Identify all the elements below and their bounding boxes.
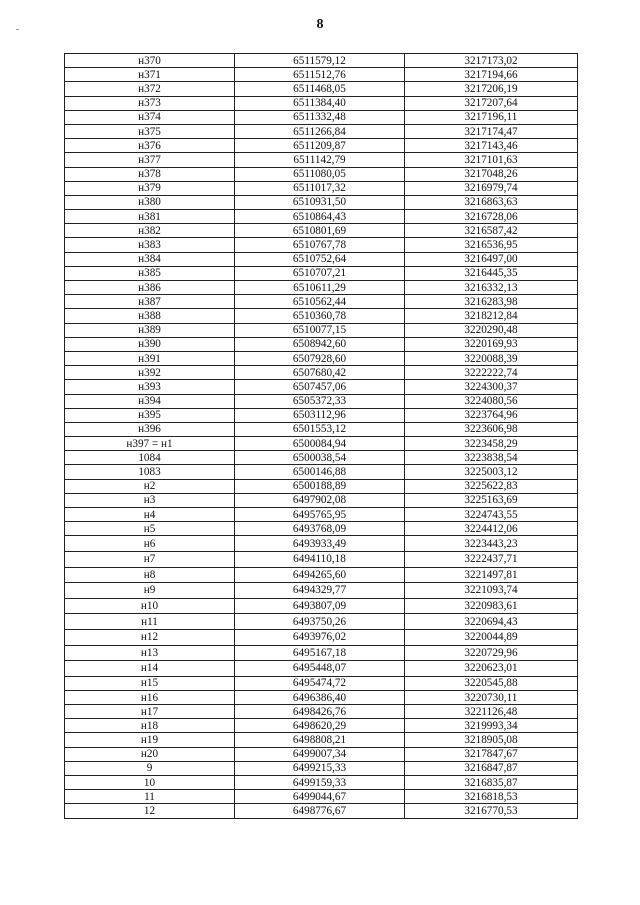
x-coordinate-cell: 6494265,60 (235, 567, 405, 583)
y-coordinate-cell: 3220044,89 (405, 629, 578, 645)
x-coordinate-cell: 6499007,34 (235, 747, 405, 761)
table-row (65, 309, 578, 323)
table-row (65, 252, 578, 266)
point-id-cell: н392 (65, 366, 235, 380)
point-id-cell: н17 (65, 705, 235, 719)
table-row (65, 295, 578, 309)
y-coordinate-cell: 3220730,11 (405, 690, 578, 704)
point-id-cell: н5 (65, 522, 235, 536)
point-id-cell: н373 (65, 96, 235, 110)
table-row (65, 281, 578, 295)
x-coordinate-cell: 6510801,69 (235, 224, 405, 238)
table-row (65, 733, 578, 747)
table-row (65, 181, 578, 195)
y-coordinate-cell: 3221497,81 (405, 567, 578, 583)
point-id-cell: н393 (65, 380, 235, 394)
y-coordinate-cell: 3218905,08 (405, 733, 578, 747)
point-id-cell: н379 (65, 181, 235, 195)
y-coordinate-cell: 3216835,87 (405, 776, 578, 790)
x-coordinate-cell: 6494329,77 (235, 583, 405, 599)
table-row (65, 690, 578, 704)
x-coordinate-cell: 6508942,60 (235, 337, 405, 351)
x-coordinate-cell: 6510562,44 (235, 295, 405, 309)
y-coordinate-cell: 3216332,13 (405, 281, 578, 295)
point-id-cell: н389 (65, 323, 235, 337)
x-coordinate-cell: 6495167,18 (235, 645, 405, 661)
x-coordinate-cell: 6500038,54 (235, 451, 405, 465)
y-coordinate-cell: 3220729,96 (405, 645, 578, 661)
point-id-cell: н383 (65, 238, 235, 252)
point-id-cell: н16 (65, 690, 235, 704)
table-row (65, 380, 578, 394)
y-coordinate-cell: 3225622,83 (405, 479, 578, 493)
table-row (65, 167, 578, 181)
table-row (65, 629, 578, 645)
table-row (65, 761, 578, 775)
x-coordinate-cell: 6498620,29 (235, 719, 405, 733)
point-id-cell: 11 (65, 790, 235, 804)
x-coordinate-cell: 6511266,84 (235, 124, 405, 138)
y-coordinate-cell: 3217207,64 (405, 96, 578, 110)
y-coordinate-cell: 3216818,53 (405, 790, 578, 804)
table-row (65, 451, 578, 465)
y-coordinate-cell: 3223458,29 (405, 437, 578, 451)
y-coordinate-cell: 3217206,19 (405, 82, 578, 96)
table-row (65, 408, 578, 422)
y-coordinate-cell: 3223838,54 (405, 451, 578, 465)
x-coordinate-cell: 6493768,09 (235, 522, 405, 536)
point-id-cell: н382 (65, 224, 235, 238)
table-row (65, 224, 578, 238)
point-id-cell: н19 (65, 733, 235, 747)
y-coordinate-cell: 3222222,74 (405, 366, 578, 380)
x-coordinate-cell: 6511142,79 (235, 153, 405, 167)
y-coordinate-cell: 3220290,48 (405, 323, 578, 337)
x-coordinate-cell: 6510707,21 (235, 266, 405, 280)
x-coordinate-cell: 6507928,60 (235, 351, 405, 365)
table-row (65, 465, 578, 479)
point-id-cell: н394 (65, 394, 235, 408)
y-coordinate-cell: 3225163,69 (405, 493, 578, 507)
table-row (65, 536, 578, 552)
table-row (65, 614, 578, 630)
x-coordinate-cell: 6510864,43 (235, 210, 405, 224)
table-row (65, 493, 578, 507)
y-coordinate-cell: 3217101,63 (405, 153, 578, 167)
y-coordinate-cell: 3217143,46 (405, 139, 578, 153)
point-id-cell: 10 (65, 776, 235, 790)
point-id-cell: н396 (65, 422, 235, 436)
x-coordinate-cell: 6495474,72 (235, 676, 405, 690)
point-id-cell: н372 (65, 82, 235, 96)
point-id-cell: н381 (65, 210, 235, 224)
x-coordinate-cell: 6501553,12 (235, 422, 405, 436)
y-coordinate-cell: 3217048,26 (405, 167, 578, 181)
y-coordinate-cell: 3220694,43 (405, 614, 578, 630)
point-id-cell: н11 (65, 614, 235, 630)
point-id-cell: н10 (65, 598, 235, 614)
scan-mark (16, 29, 19, 30)
x-coordinate-cell: 6510611,29 (235, 281, 405, 295)
table-row (65, 705, 578, 719)
point-id-cell: н2 (65, 479, 235, 493)
y-coordinate-cell: 3220088,39 (405, 351, 578, 365)
point-id-cell: 1084 (65, 451, 235, 465)
y-coordinate-cell: 3218212,84 (405, 309, 578, 323)
page-number: 8 (316, 17, 324, 32)
point-id-cell: н375 (65, 124, 235, 138)
table-row (65, 719, 578, 733)
y-coordinate-cell: 3224743,55 (405, 508, 578, 522)
x-coordinate-cell: 6503112,96 (235, 408, 405, 422)
point-id-cell: н7 (65, 551, 235, 567)
x-coordinate-cell: 6498808,21 (235, 733, 405, 747)
point-id-cell: н384 (65, 252, 235, 266)
y-coordinate-cell: 3216728,06 (405, 210, 578, 224)
point-id-cell: н15 (65, 676, 235, 690)
point-id-cell: н20 (65, 747, 235, 761)
table-row (65, 139, 578, 153)
table-row (65, 195, 578, 209)
coordinates-table-body (65, 54, 578, 819)
y-coordinate-cell: 3216283,98 (405, 295, 578, 309)
x-coordinate-cell: 6498426,76 (235, 705, 405, 719)
x-coordinate-cell: 6511384,40 (235, 96, 405, 110)
x-coordinate-cell: 6511468,05 (235, 82, 405, 96)
y-coordinate-cell: 3217174,47 (405, 124, 578, 138)
y-coordinate-cell: 3217847,67 (405, 747, 578, 761)
y-coordinate-cell: 3223606,98 (405, 422, 578, 436)
point-id-cell: н12 (65, 629, 235, 645)
point-id-cell: н386 (65, 281, 235, 295)
table-row (65, 776, 578, 790)
y-coordinate-cell: 3216445,35 (405, 266, 578, 280)
table-row (65, 323, 578, 337)
x-coordinate-cell: 6511332,48 (235, 110, 405, 124)
point-id-cell: 9 (65, 761, 235, 775)
table-row (65, 551, 578, 567)
y-coordinate-cell: 3220169,93 (405, 337, 578, 351)
y-coordinate-cell: 3216587,42 (405, 224, 578, 238)
x-coordinate-cell: 6511209,87 (235, 139, 405, 153)
y-coordinate-cell: 3221093,74 (405, 583, 578, 599)
x-coordinate-cell: 6511080,05 (235, 167, 405, 181)
table-row (65, 82, 578, 96)
x-coordinate-cell: 6497902,08 (235, 493, 405, 507)
table-row (65, 790, 578, 804)
table-row (65, 124, 578, 138)
x-coordinate-cell: 6499159,33 (235, 776, 405, 790)
table-row (65, 747, 578, 761)
x-coordinate-cell: 6494110,18 (235, 551, 405, 567)
point-id-cell: н14 (65, 661, 235, 677)
y-coordinate-cell: 3224412,06 (405, 522, 578, 536)
point-id-cell: н18 (65, 719, 235, 733)
point-id-cell: н370 (65, 54, 235, 68)
x-coordinate-cell: 6496386,40 (235, 690, 405, 704)
point-id-cell: н3 (65, 493, 235, 507)
table-row (65, 266, 578, 280)
y-coordinate-cell: 3223764,96 (405, 408, 578, 422)
table-row (65, 96, 578, 110)
point-id-cell: н4 (65, 508, 235, 522)
table-row (65, 422, 578, 436)
table-row (65, 54, 578, 68)
x-coordinate-cell: 6493750,26 (235, 614, 405, 630)
point-id-cell: н13 (65, 645, 235, 661)
y-coordinate-cell: 3221126,48 (405, 705, 578, 719)
x-coordinate-cell: 6500084,94 (235, 437, 405, 451)
table-row (65, 645, 578, 661)
point-id-cell: н376 (65, 139, 235, 153)
x-coordinate-cell: 6495765,95 (235, 508, 405, 522)
table-row (65, 351, 578, 365)
point-id-cell: н390 (65, 337, 235, 351)
x-coordinate-cell: 6505372,33 (235, 394, 405, 408)
x-coordinate-cell: 6500146,88 (235, 465, 405, 479)
table-row (65, 567, 578, 583)
y-coordinate-cell: 3219993,34 (405, 719, 578, 733)
y-coordinate-cell: 3216497,00 (405, 252, 578, 266)
point-id-cell: н374 (65, 110, 235, 124)
table-row (65, 337, 578, 351)
y-coordinate-cell: 3220623,01 (405, 661, 578, 677)
y-coordinate-cell: 3217196,11 (405, 110, 578, 124)
table-row (65, 661, 578, 677)
table-row (65, 394, 578, 408)
y-coordinate-cell: 3217173,02 (405, 54, 578, 68)
x-coordinate-cell: 6495448,07 (235, 661, 405, 677)
x-coordinate-cell: 6507680,42 (235, 366, 405, 380)
table-row (65, 366, 578, 380)
table-row (65, 508, 578, 522)
y-coordinate-cell: 3223443,23 (405, 536, 578, 552)
x-coordinate-cell: 6510077,15 (235, 323, 405, 337)
x-coordinate-cell: 6510360,78 (235, 309, 405, 323)
table-row (65, 210, 578, 224)
y-coordinate-cell: 3220983,61 (405, 598, 578, 614)
y-coordinate-cell: 3220545,88 (405, 676, 578, 690)
x-coordinate-cell: 6510752,64 (235, 252, 405, 266)
table-row (65, 479, 578, 493)
y-coordinate-cell: 3225003,12 (405, 465, 578, 479)
point-id-cell: н6 (65, 536, 235, 552)
y-coordinate-cell: 3217194,66 (405, 68, 578, 82)
table-row (65, 583, 578, 599)
x-coordinate-cell: 6507457,06 (235, 380, 405, 394)
x-coordinate-cell: 6510767,78 (235, 238, 405, 252)
y-coordinate-cell: 3222437,71 (405, 551, 578, 567)
point-id-cell: н388 (65, 309, 235, 323)
point-id-cell: н391 (65, 351, 235, 365)
x-coordinate-cell: 6499044,67 (235, 790, 405, 804)
point-id-cell: н387 (65, 295, 235, 309)
y-coordinate-cell: 3216979,74 (405, 181, 578, 195)
y-coordinate-cell: 3216847,87 (405, 761, 578, 775)
x-coordinate-cell: 6511512,76 (235, 68, 405, 82)
y-coordinate-cell: 3224080,56 (405, 394, 578, 408)
table-row (65, 68, 578, 82)
x-coordinate-cell: 6493933,49 (235, 536, 405, 552)
point-id-cell: н380 (65, 195, 235, 209)
y-coordinate-cell: 3216863,63 (405, 195, 578, 209)
point-id-cell: н371 (65, 68, 235, 82)
table-row (65, 110, 578, 124)
x-coordinate-cell: 6511017,32 (235, 181, 405, 195)
point-id-cell: 1083 (65, 465, 235, 479)
point-id-cell: н395 (65, 408, 235, 422)
y-coordinate-cell: 3224300,37 (405, 380, 578, 394)
x-coordinate-cell: 6510931,50 (235, 195, 405, 209)
point-id-cell: н378 (65, 167, 235, 181)
point-id-cell: 12 (65, 804, 235, 818)
x-coordinate-cell: 6500188,89 (235, 479, 405, 493)
x-coordinate-cell: 6493807,09 (235, 598, 405, 614)
point-id-cell: н397 = н1 (65, 437, 235, 451)
y-coordinate-cell: 3216536,95 (405, 238, 578, 252)
point-id-cell: н8 (65, 567, 235, 583)
y-coordinate-cell: 3216770,53 (405, 804, 578, 818)
point-id-cell: н377 (65, 153, 235, 167)
point-id-cell: н385 (65, 266, 235, 280)
table-row (65, 437, 578, 451)
table-row (65, 522, 578, 536)
coordinates-table (64, 53, 578, 819)
x-coordinate-cell: 6498776,67 (235, 804, 405, 818)
table-row (65, 153, 578, 167)
x-coordinate-cell: 6511579,12 (235, 54, 405, 68)
table-row (65, 598, 578, 614)
x-coordinate-cell: 6493976,02 (235, 629, 405, 645)
table-row (65, 804, 578, 818)
point-id-cell: н9 (65, 583, 235, 599)
x-coordinate-cell: 6499215,33 (235, 761, 405, 775)
table-row (65, 238, 578, 252)
table-row (65, 676, 578, 690)
